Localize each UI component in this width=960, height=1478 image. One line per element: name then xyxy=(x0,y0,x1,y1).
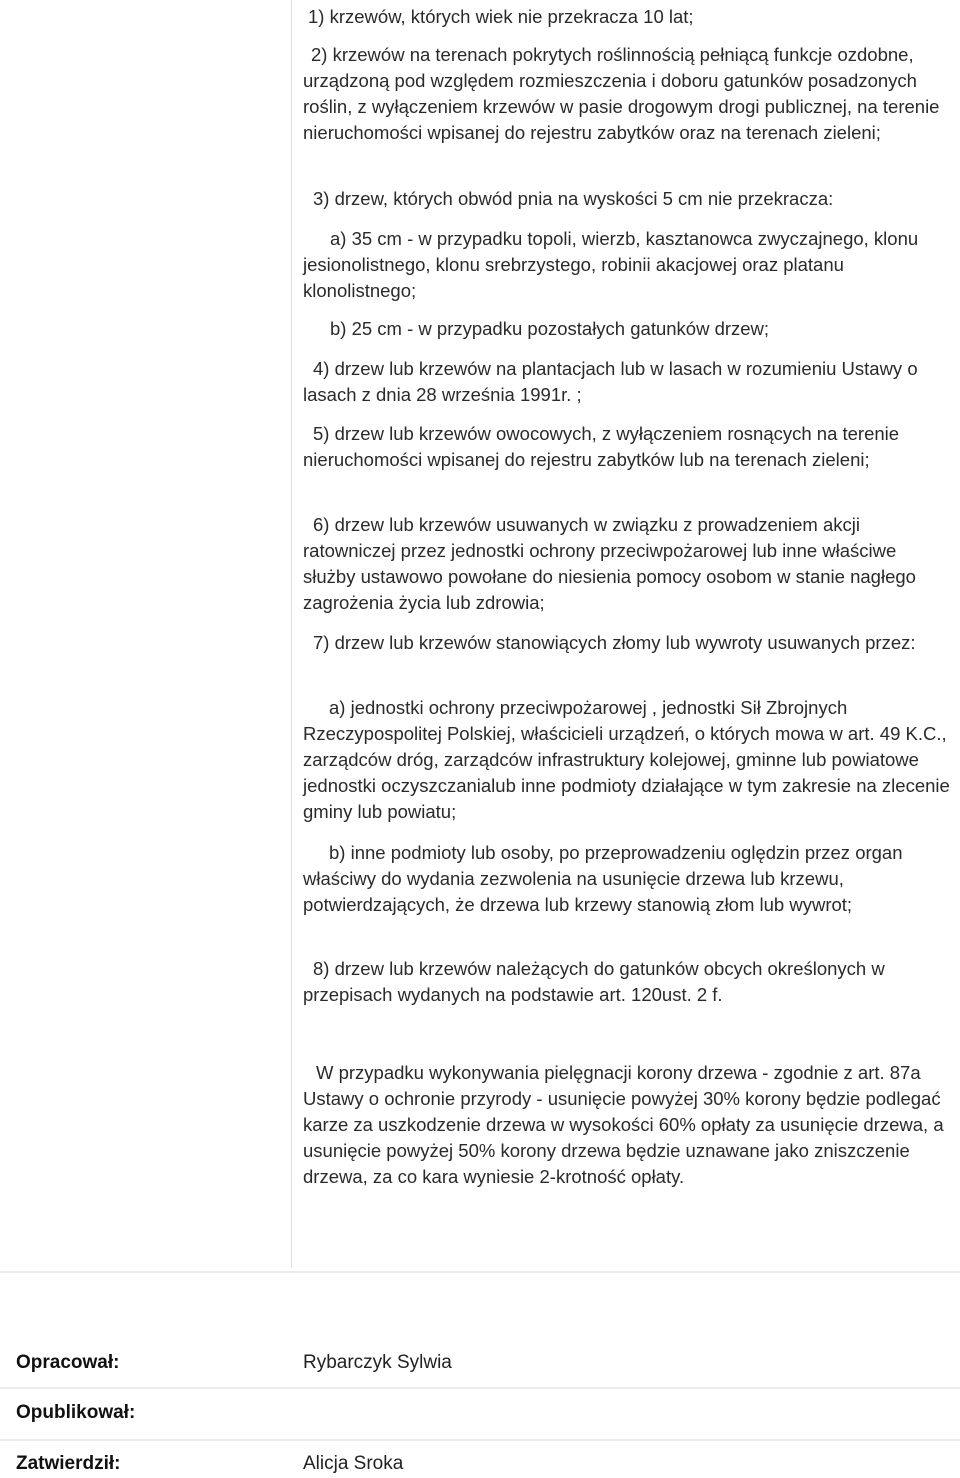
published-by-label: Opublikował: xyxy=(16,1402,136,1423)
item-3b: b) 25 cm - w przypadku pozostałych gatunków drzew; xyxy=(330,318,770,339)
approved-by-value: Alicja Sroka xyxy=(303,1453,404,1474)
item-2: 2) krzewów na terenach pokrytych roślinnością pełniącą funkcje ozdobne, urządzoną pod względem rozmieszczenia i doboru gatunków posadzonych roślin, z wyłączeniem krzewów w pasie drogowym drogi publicznej, na terenie nieruchomości wpisanej do rejestru zabytków oraz na terenach zieleni; xyxy=(303,44,940,143)
item-3a: a) 35 cm - w przypadku topoli, wierzb, kasztanowca zwyczajnego, klonu jesionolistnego, klonu srebrzystego, robinii akacjowej oraz platanu klonolistnego; xyxy=(303,228,919,301)
item-3: 3) drzew, których obwód pnia na wyskości 5 cm nie przekracza: xyxy=(313,188,834,209)
item-6: 6) drzew lub krzewów usuwanych w związku z prowadzeniem akcji ratowniczej przez jednostki ochrony przeciwpożarowej lub inne właściwe służby ustawowo powołane do niesienia pomocy osobom w stanie nagłego zagrożenia życia lub zdrowia; xyxy=(303,514,916,613)
row-divider xyxy=(0,1439,960,1441)
column-divider xyxy=(291,0,292,1268)
footer-divider xyxy=(0,1271,960,1273)
row-divider xyxy=(0,1387,960,1389)
item-8: 8) drzew lub krzewów należących do gatunków obcych określonych w przepisach wydanych na podstawie art. 120ust. 2 f. xyxy=(303,958,885,1005)
item-4: 4) drzew lub krzewów na plantacjach lub w lasach w rozumieniu Ustawy o lasach z dnia 28 września 1991r. ; xyxy=(303,358,918,405)
item-7: 7) drzew lub krzewów stanowiących złomy lub wywroty usuwanych przez: xyxy=(313,632,916,653)
item-1: 1) krzewów, których wiek nie przekracza 10 lat; xyxy=(308,6,694,27)
prepared-by-value: Rybarczyk Sylwia xyxy=(303,1352,452,1373)
item-5: 5) drzew lub krzewów owocowych, z wyłączeniem rosnących na terenie nieruchomości wpisanej do rejestru zabytków lub na terenach zieleni; xyxy=(303,423,900,470)
note-crown-care: W przypadku wykonywania pielęgnacji korony drzewa - zgodnie z art. 87a Ustawy o ochronie przyrody - usunięcie powyżej 30% korony będzie podlegać karze za uszkodzenie drzewa w wysokości 60% opłaty za usunięcie drzewa, a usunięcie powyżej 50% korony drzewa będzie uznawane jako zniszczenie drzewa, za co kara wyniesie 2-krotność opłaty. xyxy=(303,1062,944,1187)
item-7b: b) inne podmioty lub osoby, po przeprowadzeniu oględzin przez organ właściwy do wydania zezwolenia na usunięcie drzewa lub krzewu, potwierdzających, że drzewa lub krzewy stanowią złom lub wywrot; xyxy=(303,842,903,915)
prepared-by-label: Opracował: xyxy=(16,1352,120,1373)
approved-by-label: Zatwierdził: xyxy=(16,1453,121,1474)
item-7a: a) jednostki ochrony przeciwpożarowej , jednostki Sił Zbrojnych Rzeczypospolitej Polskiej, właścicieli urządzeń, o których mowa w art. 49 K.C., zarządców dróg, zarządców infrastruktury kolejowej, gminne lub powiatowe jednostki oczyszczanialub inne podmioty działające w tym zakresie na zlecenie gminy lub powiatu; xyxy=(303,697,950,822)
